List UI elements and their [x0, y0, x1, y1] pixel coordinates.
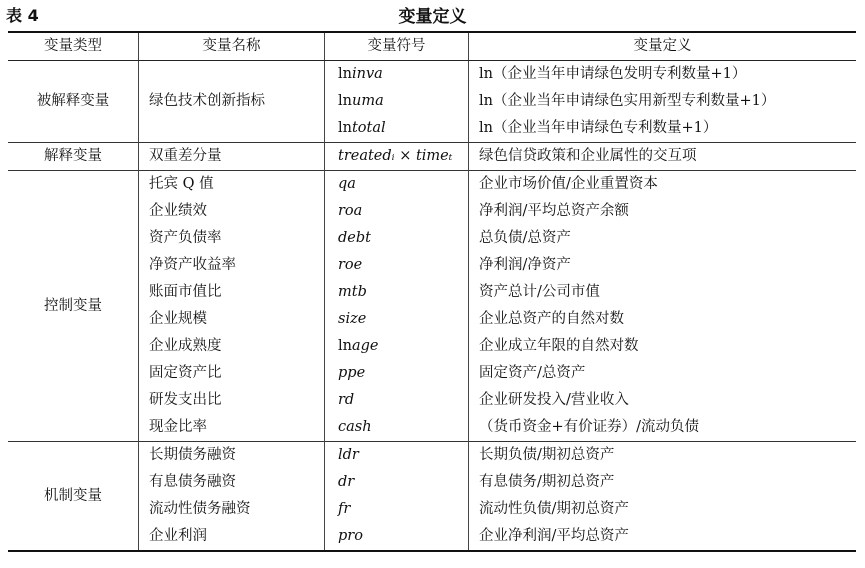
symbol-text: total: [351, 120, 386, 136]
cell-variable-definition: 资产总计/公司市值: [479, 284, 600, 300]
symbol-text: ldr: [338, 447, 359, 463]
symbol-text: qa: [338, 176, 356, 192]
cell-variable-definition: 绿色信贷政策和企业属性的交互项: [469, 143, 857, 171]
cell-variable-symbol: [325, 88, 469, 115]
cell-variable-name: 现金比率: [139, 414, 325, 442]
table-row: [8, 143, 856, 171]
cell-variable-definition: 企业研发投入/营业收入: [479, 392, 629, 408]
cell-variable-symbol: [325, 360, 469, 387]
symbol-text: pro: [338, 528, 363, 544]
symbol-text: treatedᵢ × timeₜ: [338, 148, 453, 164]
cell-variable-definition: 有息债务/期初总资产: [479, 474, 615, 490]
cell-variable-name: 托宾 Q 值: [139, 171, 325, 199]
cell-variable-symbol: [325, 115, 469, 143]
symbol-text: uma: [351, 93, 384, 109]
cell-variable-definition: ln（企业当年申请绿色发明专利数量+1）: [469, 61, 857, 89]
cell-variable-name: 双重差分量: [139, 143, 325, 171]
cell-variable-definition: 固定资产/总资产: [479, 365, 586, 381]
symbol-prefix: ln: [338, 120, 352, 136]
symbol-text: dr: [338, 474, 355, 490]
cell-variable-name: 固定资产比: [139, 360, 325, 387]
cell-variable-symbol: [325, 306, 469, 333]
cell-variable-symbol: [325, 414, 469, 442]
header-variable-definition: 变量定义: [469, 32, 857, 61]
cell-variable-type: 机制变量: [8, 442, 139, 552]
cell-variable-definition: 企业净利润/平均总资产: [469, 523, 857, 551]
symbol-text: roa: [338, 203, 363, 219]
cell-variable-name: 企业成熟度: [139, 333, 325, 360]
symbol-text: debt: [338, 230, 371, 246]
cell-variable-definition: 流动性负债/期初总资产: [479, 501, 629, 517]
cell-variable-definition: 长期负债/期初总资产: [469, 442, 857, 470]
cell-variable-name: 企业利润: [139, 523, 325, 551]
cell-variable-symbol: [325, 225, 469, 252]
cell-variable-name: 资产负债率: [139, 225, 325, 252]
symbol-text: fr: [338, 501, 351, 517]
cell-variable-definition: 企业成立年限的自然对数: [479, 338, 639, 354]
cell-variable-symbol: [325, 442, 469, 470]
symbol-text: inva: [351, 66, 383, 82]
cell-variable-name: 长期债务融资: [139, 442, 325, 470]
cell-variable-symbol: [325, 496, 469, 523]
cell-variable-definition: 企业总资产的自然对数: [479, 311, 624, 327]
cell-variable-definition: ln（企业当年申请绿色实用新型专利数量+1）: [479, 93, 776, 109]
cell-variable-definition: （货币资金+有价证券）/流动负债: [479, 419, 700, 435]
cell-variable-symbol: [325, 523, 469, 551]
cell-variable-name: 企业规模: [139, 306, 325, 333]
cell-variable-symbol: [325, 279, 469, 306]
header-variable-symbol: 变量符号: [325, 32, 469, 61]
cell-variable-type: 被解释变量: [8, 61, 139, 143]
symbol-text: roe: [338, 257, 363, 273]
table-title: 变量定义: [398, 7, 467, 27]
table-body: [8, 61, 856, 552]
cell-variable-definition: 净利润/净资产: [479, 257, 571, 273]
cell-variable-symbol: [325, 143, 469, 171]
cell-variable-symbol: [325, 171, 469, 199]
symbol-text: size: [338, 311, 367, 327]
symbol-text: rd: [338, 392, 355, 408]
cell-variable-name: 研发支出比: [139, 387, 325, 414]
cell-variable-symbol: [325, 252, 469, 279]
table-label: 表 4: [6, 6, 39, 25]
table-row: [8, 171, 856, 199]
symbol-prefix: ln: [338, 93, 352, 109]
table-row: [8, 442, 856, 470]
header-row: [8, 32, 856, 61]
cell-variable-name: 流动性债务融资: [139, 496, 325, 523]
symbol-text: ppe: [338, 365, 366, 381]
symbol-prefix: ln: [338, 338, 352, 354]
cell-variable-name: 净资产收益率: [139, 252, 325, 279]
cell-variable-type: 解释变量: [8, 143, 139, 171]
cell-variable-symbol: [325, 198, 469, 225]
symbol-text: mtb: [338, 284, 367, 300]
cell-variable-definition: 总负债/总资产: [479, 230, 571, 246]
cell-variable-symbol: [325, 61, 469, 89]
cell-variable-name: 账面市值比: [139, 279, 325, 306]
cell-variable-symbol: [325, 387, 469, 414]
variable-definition-table: [8, 31, 856, 552]
cell-variable-symbol: [325, 333, 469, 360]
header-variable-type: 变量类型: [8, 32, 139, 61]
cell-variable-name: 有息债务融资: [139, 469, 325, 496]
cell-variable-definition: ln（企业当年申请绿色专利数量+1）: [479, 120, 718, 136]
symbol-text: age: [351, 338, 379, 354]
cell-variable-definition: 企业市场价值/企业重置资本: [469, 171, 857, 199]
cell-variable-symbol: [325, 469, 469, 496]
cell-variable-name: 绿色技术创新指标: [139, 61, 325, 143]
table-row: [8, 61, 856, 89]
cell-variable-definition: 净利润/平均总资产余额: [479, 203, 629, 219]
cell-variable-type: 控制变量: [8, 171, 139, 442]
symbol-prefix: ln: [338, 66, 352, 82]
symbol-text: cash: [338, 419, 372, 435]
header-variable-name: 变量名称: [139, 32, 325, 61]
cell-variable-name: 企业绩效: [139, 198, 325, 225]
